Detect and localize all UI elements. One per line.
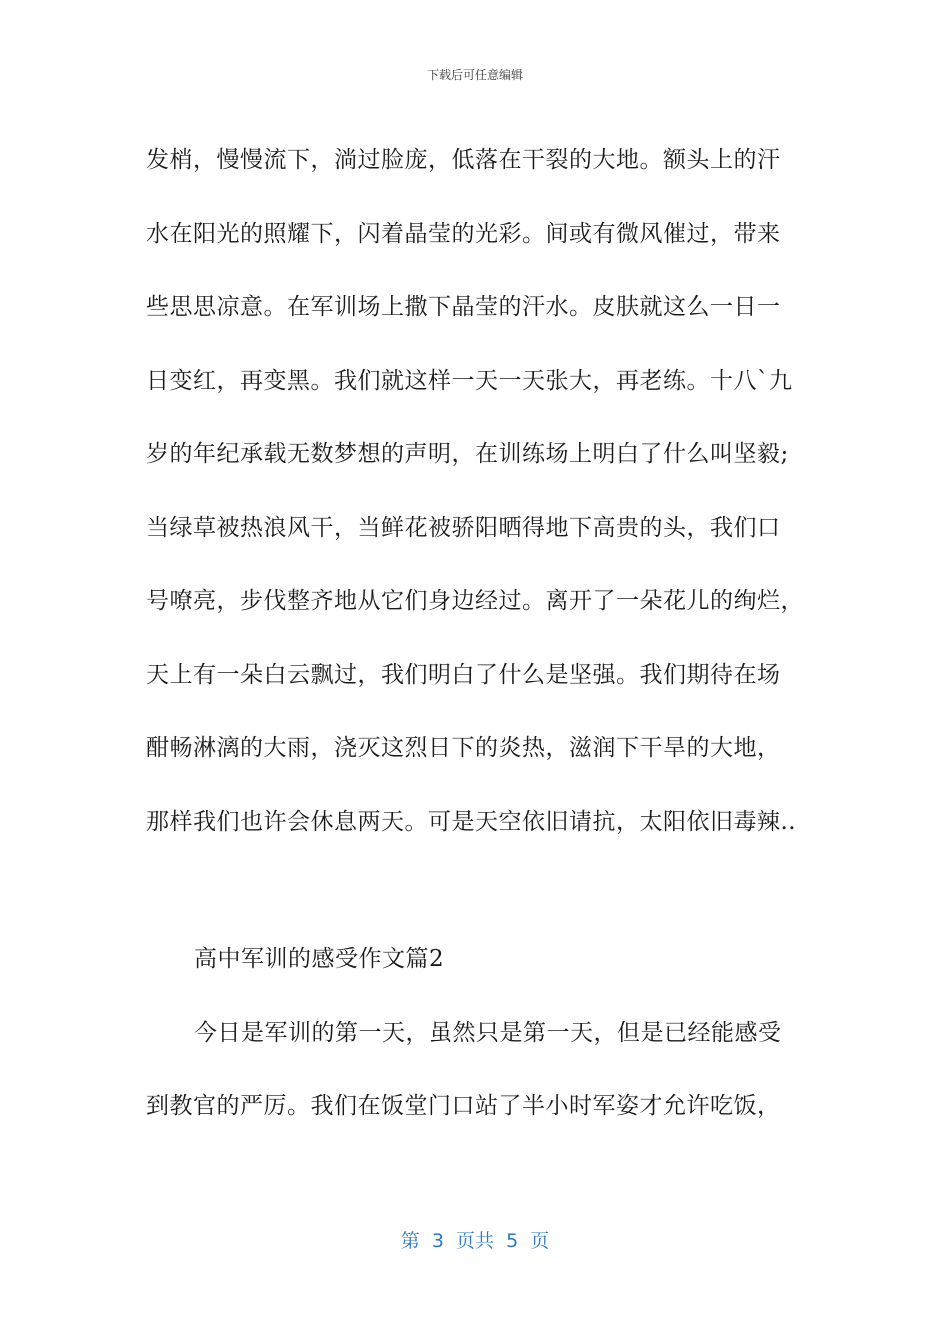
text-line: 到教官的严厉。我们在饭堂门口站了半小时军姿才允许吃饭， bbox=[146, 1093, 781, 1119]
text-line: 当绿草被热浪风干，当鲜花被骄阳晒得地下高贵的头，我们口 bbox=[146, 514, 781, 541]
text-line: 日变红，再变黑。我们就这样一天一天张大，再老练。十八`九 bbox=[146, 367, 793, 394]
section-spacer bbox=[146, 859, 846, 923]
text-line: 水在阳光的照耀下，闪着晶莹的光彩。间或有微风催过，带来 bbox=[146, 220, 781, 247]
text-line: 那样我们也许会休息两天。可是天空依旧请抗，太阳依旧毒辣.. bbox=[146, 808, 797, 835]
document-body bbox=[146, 124, 846, 1144]
section-heading: 高中军训的感受作文篇2 bbox=[194, 946, 445, 972]
paragraph-1 bbox=[146, 124, 846, 859]
text-line: 号嘹亮，步伐整齐地从它们身边经过。离开了一朵花儿的绚烂， bbox=[146, 588, 804, 614]
text-line: 些思思凉意。在军训场上撒下晶莹的汗水。皮肤就这么一日一 bbox=[146, 294, 781, 320]
page-footer: 第 3 页共 5 页 bbox=[400, 1230, 550, 1252]
text-line: 发梢，慢慢流下，淌过脸庞，低落在干裂的大地。额头上的汗 bbox=[146, 147, 781, 173]
text-line: 岁的年纪承载无数梦想的声明，在训练场上明白了什么叫坚毅; bbox=[146, 441, 789, 467]
text-line: 天上有一朵白云飘过，我们明白了什么是坚强。我们期待在场 bbox=[146, 661, 781, 688]
text-line: 今日是军训的第一天，虽然只是第一天，但是已经能感受 bbox=[194, 1019, 782, 1046]
page-header: 下载后可任意编辑 bbox=[426, 68, 523, 82]
text-line: 酣畅淋漓的大雨，浇灭这烈日下的炎热，滋润下干旱的大地， bbox=[146, 735, 781, 761]
section-2 bbox=[146, 923, 846, 1144]
